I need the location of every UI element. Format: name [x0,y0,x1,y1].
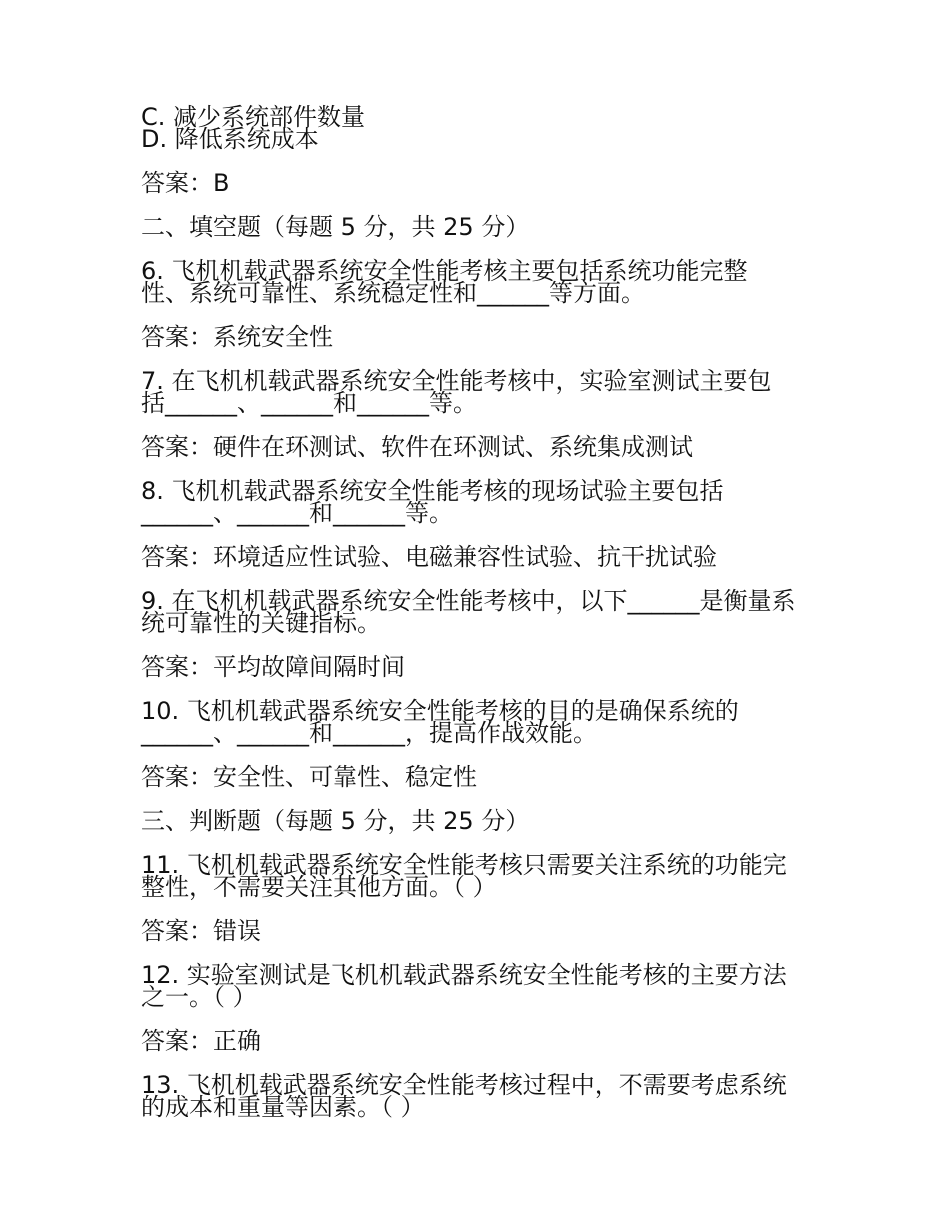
answer-q9 [141,653,821,681]
question-line: ______、______和______等。 [141,499,453,527]
answer-text: 答案：环境适应性试验、电磁兼容性试验、抗干扰试验 [141,543,717,571]
answer-text: 答案：正确 [141,1027,261,1055]
question-6 [141,257,821,307]
question-10 [141,697,821,747]
answer-text: 答案：系统安全性 [141,323,333,351]
question-11 [141,851,821,901]
question-line: 8. 飞机机载武器系统安全性能考核的现场试验主要包括 [141,477,724,505]
option-d: D. 降低系统成本 [141,125,319,153]
answer-q10 [141,763,821,791]
question-9 [141,587,821,637]
answer-q5 [141,169,821,197]
answer-text: 答案：平均故障间隔时间 [141,653,405,681]
question-line: 12. 实验室测试是飞机机载武器系统安全性能考核的主要方法 [141,961,787,989]
answer-text: 答案：安全性、可靠性、稳定性 [141,763,477,791]
question-line: 6. 飞机机载武器系统安全性能考核主要包括系统功能完整 [141,257,748,285]
document-page [141,103,821,1121]
section-title: 三、判断题（每题 5 分，共 25 分） [141,807,530,835]
answer-q11 [141,917,821,945]
answer-q6 [141,323,821,351]
q5-options-tail [141,103,821,153]
question-line: 之一。（ ） [141,983,257,1011]
answer-text: 答案：错误 [141,917,261,945]
question-line: 10. 飞机机载武器系统安全性能考核的目的是确保系统的 [141,697,739,725]
answer-text: 答案：硬件在环测试、软件在环测试、系统集成测试 [141,433,693,461]
answer-text: 答案：B [141,169,230,197]
question-7 [141,367,821,417]
question-line: 的成本和重量等因素。（ ） [141,1093,425,1121]
question-line: 13. 飞机机载武器系统安全性能考核过程中，不需要考虑系统 [141,1071,787,1099]
question-line: 括______、______和______等。 [141,389,477,417]
question-line: 整性，不需要关注其他方面。（ ） [141,873,497,901]
option-c: C. 减少系统部件数量 [141,103,366,131]
question-line: ______、______和______，提高作战效能。 [141,719,597,747]
section-heading-fill-in [141,213,821,241]
answer-q8 [141,543,821,571]
answer-q7 [141,433,821,461]
question-13 [141,1071,821,1121]
answer-q12 [141,1027,821,1055]
section-heading-true-false [141,807,821,835]
question-8 [141,477,821,527]
section-title: 二、填空题（每题 5 分，共 25 分） [141,213,530,241]
question-line: 11. 飞机机载武器系统安全性能考核只需要关注系统的功能完 [141,851,787,879]
question-12 [141,961,821,1011]
question-line: 9. 在飞机机载武器系统安全性能考核中，以下______是衡量系 [141,587,796,615]
question-line: 统可靠性的关键指标。 [141,609,381,637]
question-line: 7. 在飞机机载武器系统安全性能考核中，实验室测试主要包 [141,367,772,395]
question-line: 性、系统可靠性、系统稳定性和______等方面。 [141,279,645,307]
